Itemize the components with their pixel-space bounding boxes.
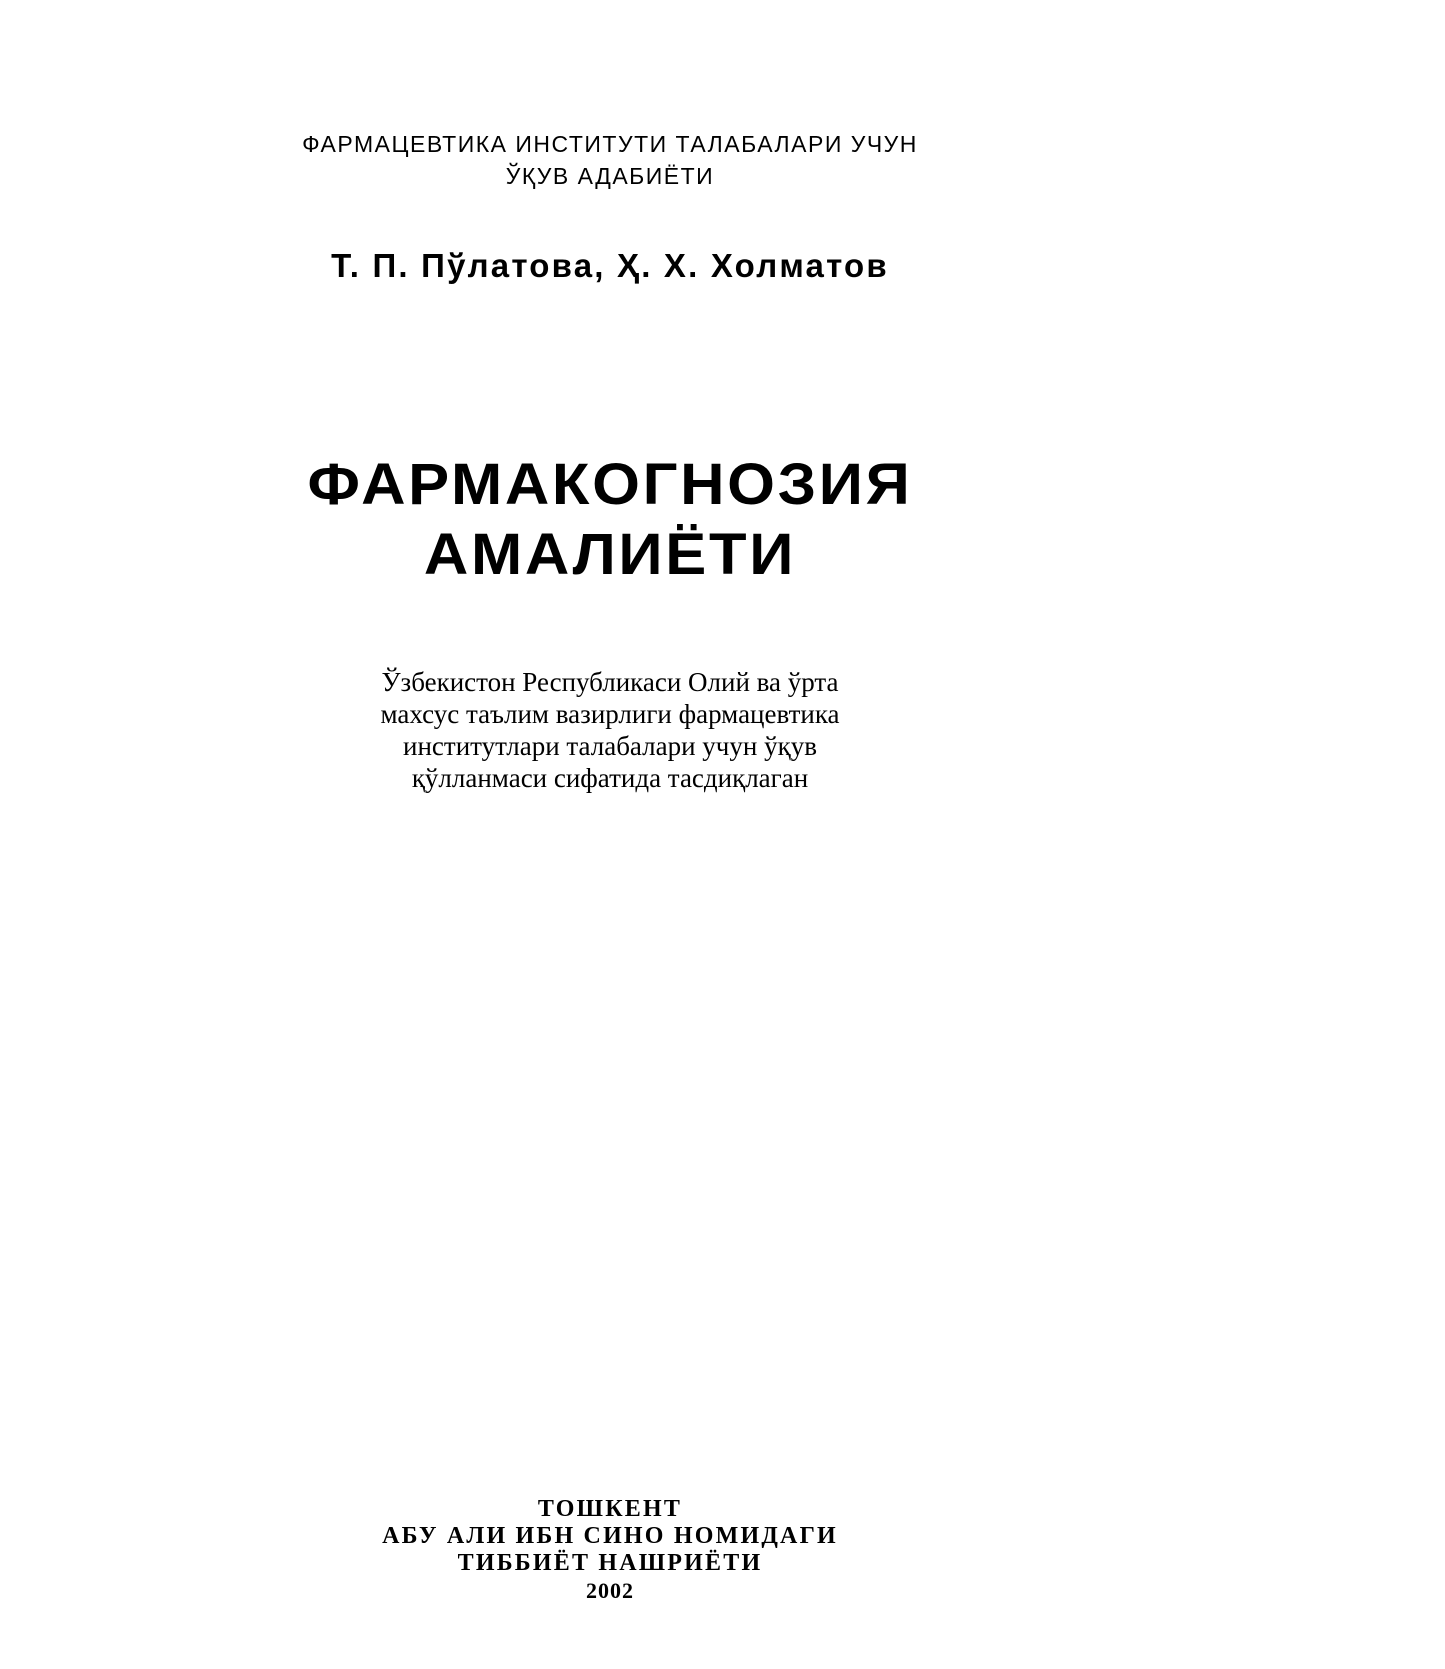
publication-year: 2002 [586, 1578, 634, 1603]
publisher-imprint [0, 1496, 1220, 1604]
approval-line-2: махсус таълим вазирлиги фармацевтика [380, 699, 840, 729]
series-line-1: ФАРМАЦЕВТИКА ИНСТИТУТИ ТАЛАБАЛАРИ УЧУН [302, 131, 918, 157]
publisher-city: ТОШКЕНТ [537, 1496, 683, 1522]
book-title [0, 450, 1257, 590]
approval-line-1: Ўзбекистон Республикаси Олий ва ўрта [381, 667, 839, 697]
authors: Т. П. Пўлатова, Ҳ. Х. Холматов [331, 247, 889, 284]
approval-line-3: институтлари талабалари учун ўқув [403, 731, 817, 761]
publisher-name-line-1: АБУ АЛИ ИБН СИНО НОМИДАГИ [382, 1523, 838, 1549]
book-title-line-1: ФАРМАКОГНОЗИЯ [307, 452, 913, 517]
approval-line-4: қўлланмаси сифатида тасдиқлаган [411, 763, 809, 793]
approval-statement [0, 666, 1220, 794]
book-title-line-2: АМАЛИЁТИ [423, 522, 797, 587]
publisher-name-line-2: ТИББИЁТ НАШРИЁТИ [457, 1550, 763, 1576]
series-line-2: ЎҚУВ АДАБИЁТИ [505, 163, 715, 189]
series-heading [0, 128, 1220, 192]
